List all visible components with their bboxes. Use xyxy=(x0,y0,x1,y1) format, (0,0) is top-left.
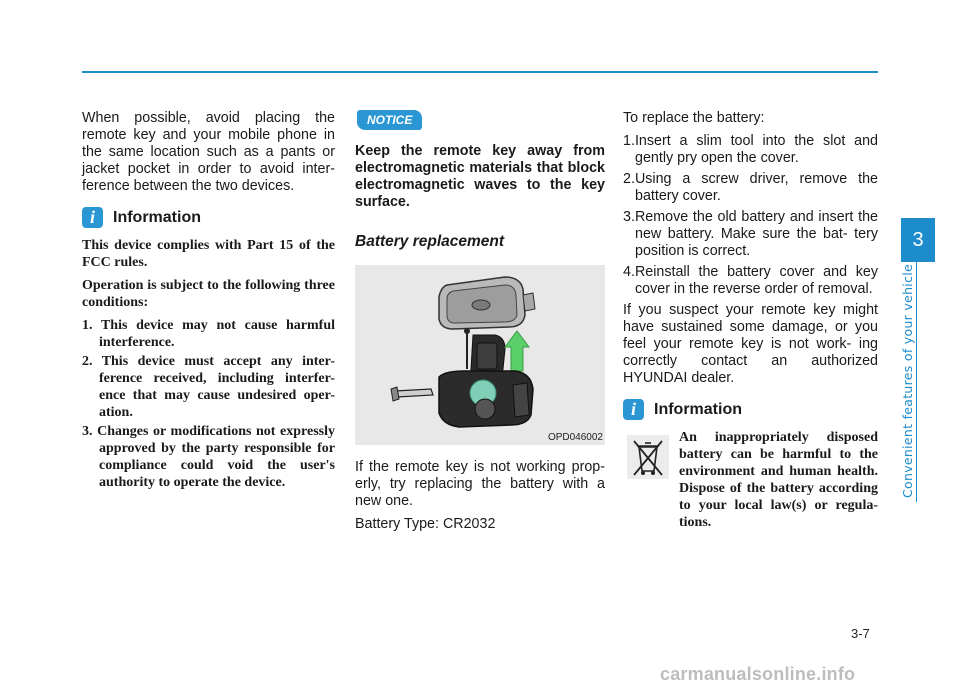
battery-type: Battery Type: CR2032 xyxy=(355,516,496,532)
chapter-title: Convenient features of your vehicle xyxy=(900,263,915,498)
key-battery-figure xyxy=(355,265,605,445)
fcc-statement: This device complies with Part 15 of the FCC rules. xyxy=(82,238,335,270)
crossed-out-bin-icon xyxy=(627,435,669,479)
disposal-note xyxy=(623,429,878,531)
column-left xyxy=(82,110,335,493)
information-heading xyxy=(623,399,878,420)
side-rule xyxy=(916,262,917,502)
info-icon: i xyxy=(82,207,103,228)
top-rule xyxy=(82,71,878,73)
list-item: 2. This device must accept any inter- ference received, including interfer- ence that may cause undesired oper- ation. xyxy=(82,354,335,420)
information-title: Information xyxy=(654,400,742,418)
watermark: carmanualsonline.info xyxy=(660,664,856,684)
column-middle xyxy=(355,110,605,539)
page-number: 3-7 xyxy=(851,626,870,641)
notice-badge: NOTICE xyxy=(357,110,422,130)
information-heading xyxy=(82,207,335,228)
battery-paragraph: If the remote key is not working prop- erly, try replacing the battery with a new one. xyxy=(355,459,605,509)
damage-paragraph: If you suspect your remote key might have sustained some damage, or you feel your remote key is not work- ing correctly contact an authorized HYUNDAI dealer. xyxy=(623,302,878,386)
list-item: 3.Remove the old battery and insert the new battery. Make sure the bat- tery position is correct. xyxy=(623,209,878,259)
up-arrow-icon xyxy=(505,331,529,371)
column-right xyxy=(623,110,878,531)
list-item: 2.Using a screw driver, remove the battery cover. xyxy=(623,171,878,204)
fcc-conditions-list xyxy=(82,317,335,491)
information-title: Information xyxy=(113,208,201,226)
steps-list xyxy=(623,133,878,298)
list-item: 1. This device may not cause harmful interference. xyxy=(82,318,335,350)
fcc-conditions-intro: Operation is subject to the following three conditions: xyxy=(82,278,335,310)
info-icon: i xyxy=(623,399,644,420)
list-item: 4.Reinstall the battery cover and key cover in the reverse order of removal. xyxy=(623,264,878,297)
key-fob-icon xyxy=(439,277,535,329)
chapter-tab: 3 xyxy=(901,218,935,262)
figure-code: OPD046002 xyxy=(547,432,603,443)
list-item: 1.Insert a slim tool into the slot and gently pry open the cover. xyxy=(623,133,878,166)
intro-paragraph: When possible, avoid placing the remote key and your mobile phone in the same location such as a pants or jacket pocket in order to avoid inter- ference between the two devices. xyxy=(82,110,335,194)
open-key-fob-icon xyxy=(391,371,533,427)
smart-key-illustration xyxy=(355,265,605,445)
steps-intro: To replace the battery: xyxy=(623,110,765,126)
notice-text: Keep the remote key away from electromagnetic materials that block electromagnetic waves to the key surface. xyxy=(355,143,605,210)
battery-replacement-heading: Battery replacement xyxy=(355,233,505,250)
disposal-text: An inappropriately disposed battery can be harmful to the environment and human health. Dispose of the battery according to your local law(s) or regula- tions. xyxy=(679,430,878,530)
list-item: 3. Changes or modifications not expressly approved by the party responsible for compliance could void the user's authority to operate the device. xyxy=(82,424,335,490)
